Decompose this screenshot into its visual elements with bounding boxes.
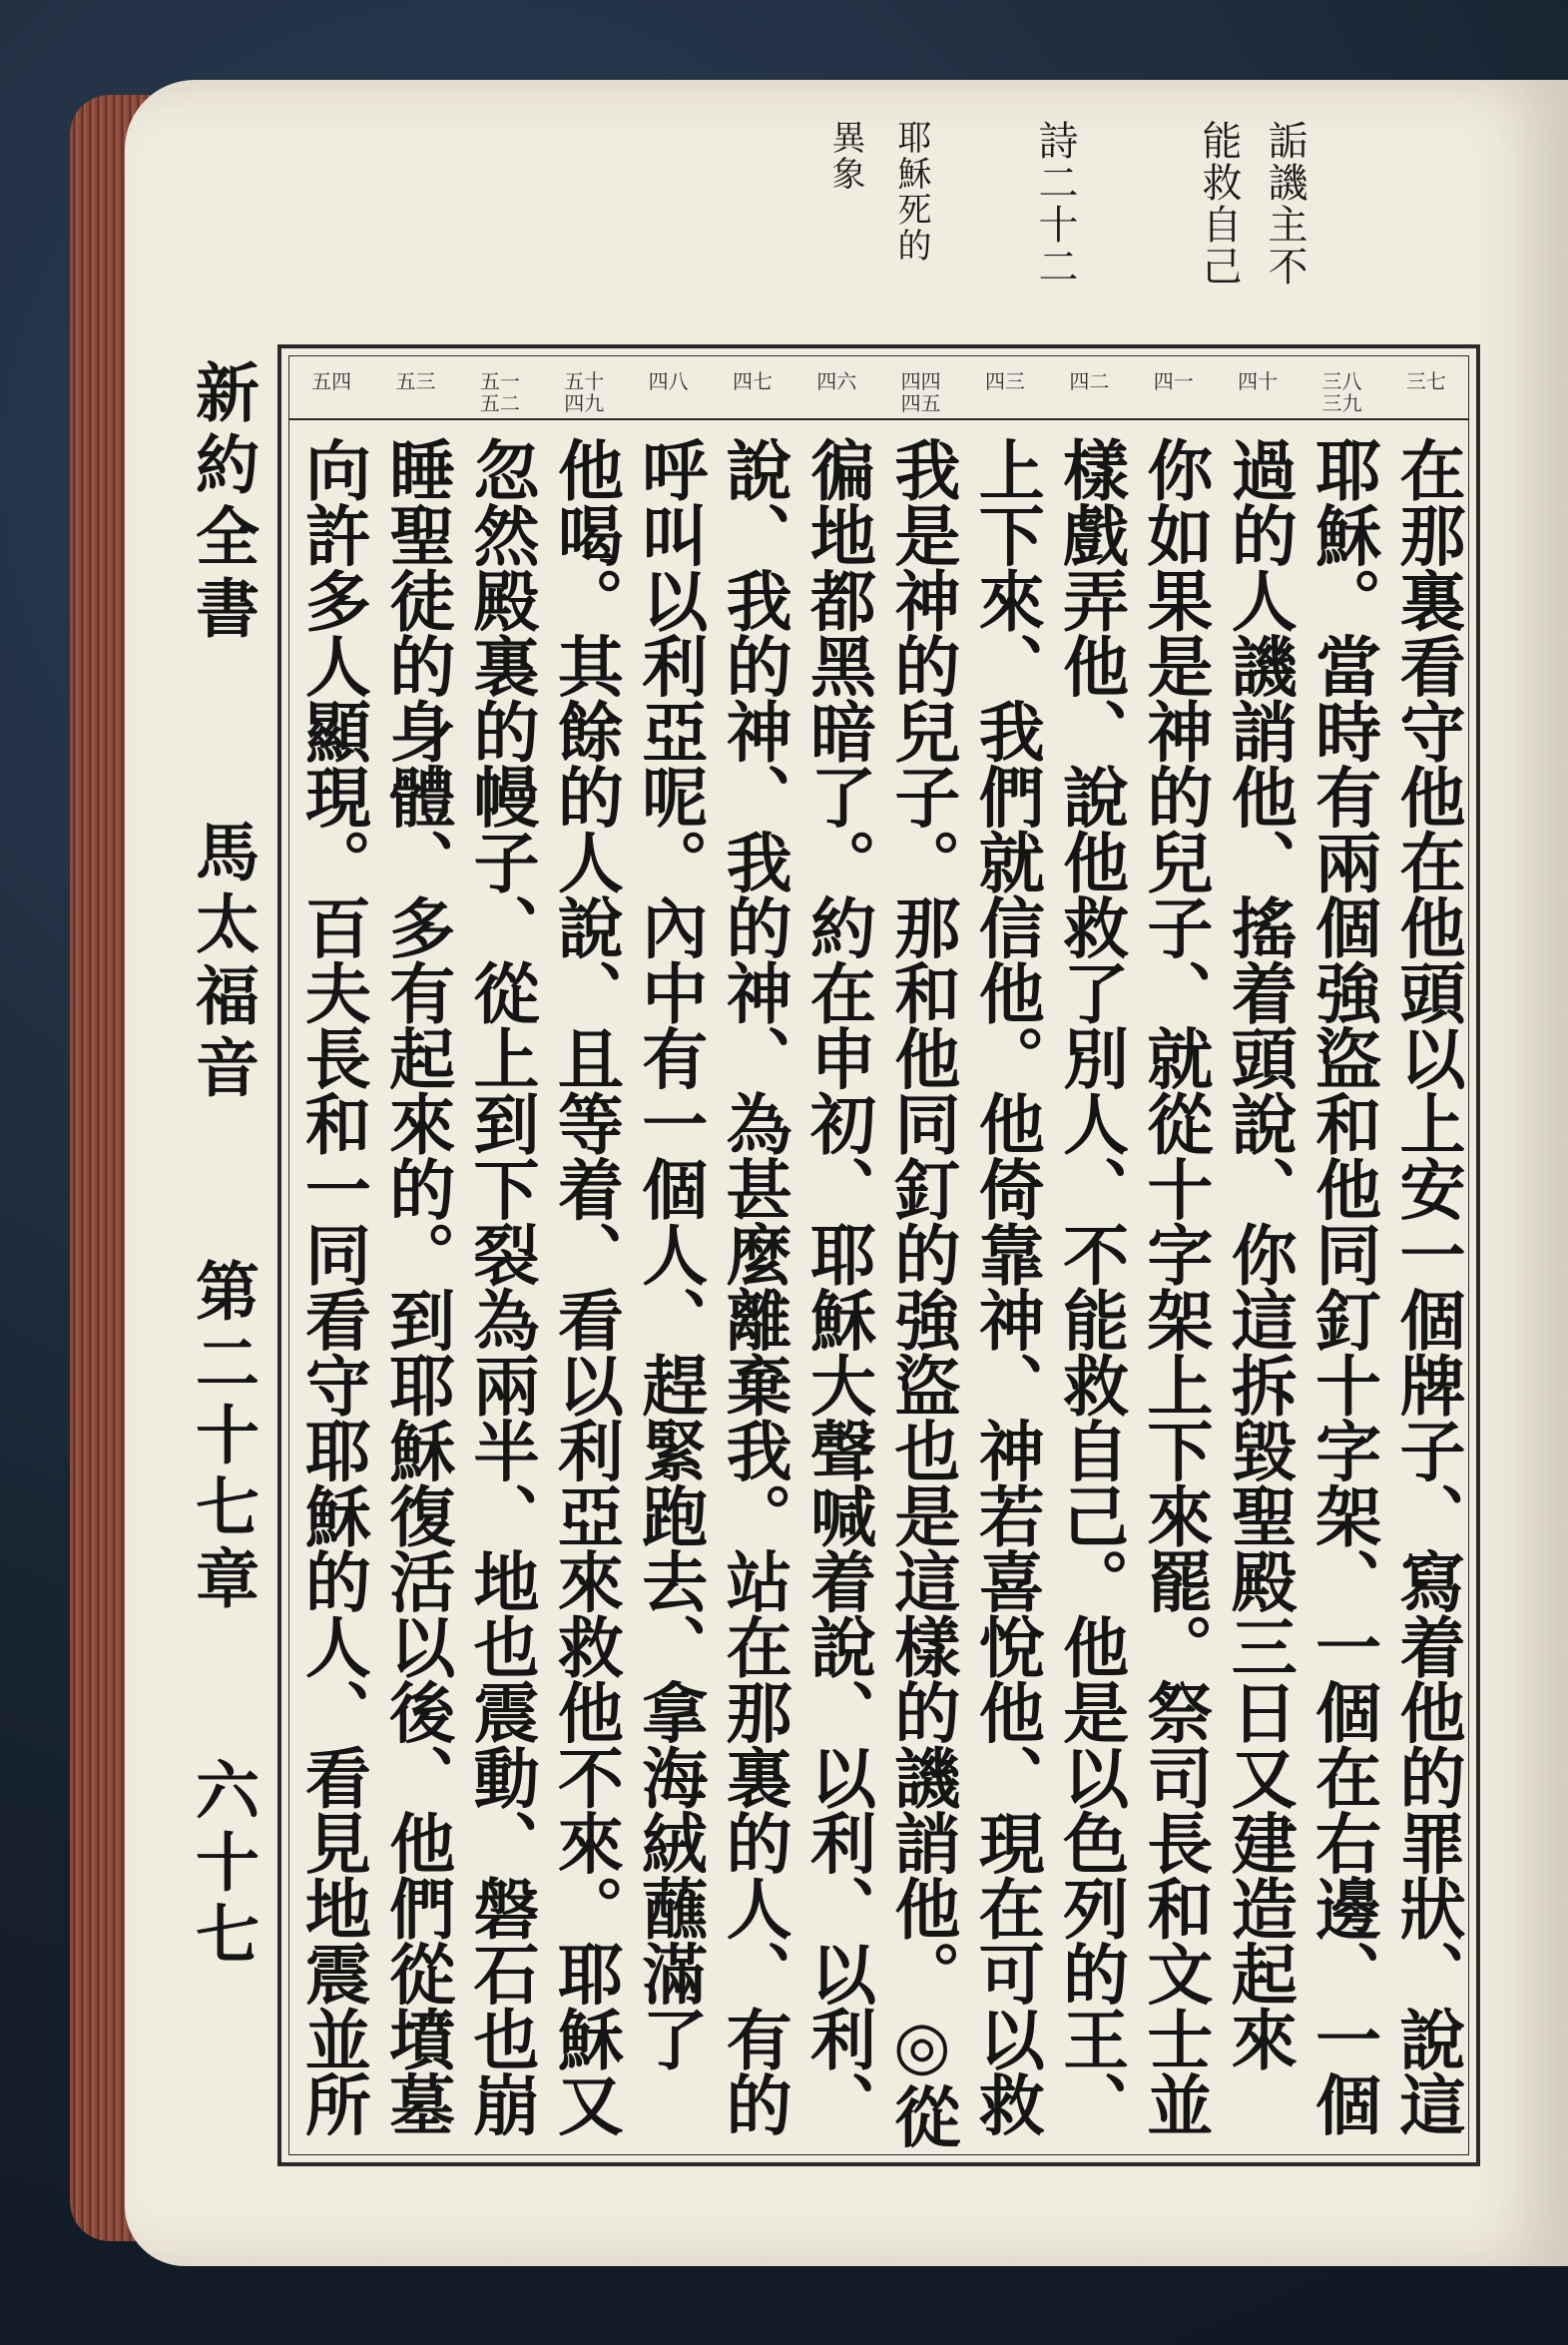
text-frame [277,344,1480,2166]
verse-number: 四四 四五 [900,369,941,415]
text-column: 過的人譏誚他、搖着頭說、你這拆毀聖殿三日又建造起來 [1220,436,1299,2071]
text-column: 樣戲弄他、說他救了別人、不能救自己。他是以色列的王、 [1051,436,1130,2136]
running-head [178,359,267,2156]
verse-number: 四八 [648,369,689,393]
text-column: 向許多人顯現。百夫長和一同看守耶穌的人、看見地震並所 [293,436,372,2136]
verse-number: 四三 [985,369,1026,393]
verse-number: 四二 [1069,369,1110,393]
verse-number: 五一 五二 [479,369,520,415]
text-column: 你如果是神的兒子、就從十字架上下來罷。祭司長和文士並 [1135,436,1214,2136]
verse-number: 四十 [1238,369,1279,393]
page-number: 六十七 [185,1757,260,1973]
book-title: 新約全書 [185,359,260,647]
margin-note: 能救自己 [1196,120,1242,288]
text-column: 睡聖徒的身體、多有起來的。到耶穌復活以後、他們從墳墓 [377,436,456,2136]
margin-note: 詬譏主不 [1262,120,1307,288]
verse-number-strip [289,356,1468,420]
verse-number: 四六 [816,369,857,393]
verse-number: 五十 四九 [564,369,605,415]
margin-notes [821,120,1308,349]
verse-number: 五三 [395,369,436,393]
verse-number: 三七 [1405,369,1446,393]
margin-note: 異象 [825,120,865,192]
verse-number: 四七 [732,369,773,393]
text-column: 忽然殿裏的幔子、從上到下裂為兩半、地也震動、磐石也崩 [462,436,541,2136]
verse-number: 四一 [1153,369,1194,393]
verse-number: 三八 三九 [1321,369,1362,415]
text-column: 耶穌。當時有兩個強盜和他同釘十字架、一個在右邊、一個 [1304,436,1382,2136]
text-column: 說、我的神、我的神、為甚麼離棄我。站在那裏的人、有的 [715,436,793,2136]
text-column: 他喝。其餘的人說、且等着、看以利亞來救他不來。耶穌又 [546,436,625,2136]
text-frame-inner [288,355,1469,2155]
verse-number: 五四 [311,369,352,393]
margin-note: 耶穌死的 [891,120,931,264]
text-column: 在那裏看守他在他頭以上安一個牌子、寫着他的罪狀、說這 [1388,436,1466,2136]
text-column: 我是神的兒子。那和他同釘的強盜也是這樣的譏誚他。◎從 [882,436,961,2148]
text-column: 上下來、我們就信他。他倚靠神、神若喜悅他、現在可以救 [967,436,1046,2136]
chapter-label: 第二十七章 [185,1258,260,1617]
text-columns [289,428,1468,2154]
text-column: 徧地都黑暗了。約在申初、耶穌大聲喊着說、以利、以利、 [798,436,877,2136]
gospel-title: 馬太福音 [185,819,260,1106]
margin-note: 詩二十二 [1032,120,1078,288]
text-column: 呼叫以利亞呢。內中有一個人、趕緊跑去、拿海絨蘸滿了 [630,436,709,2071]
